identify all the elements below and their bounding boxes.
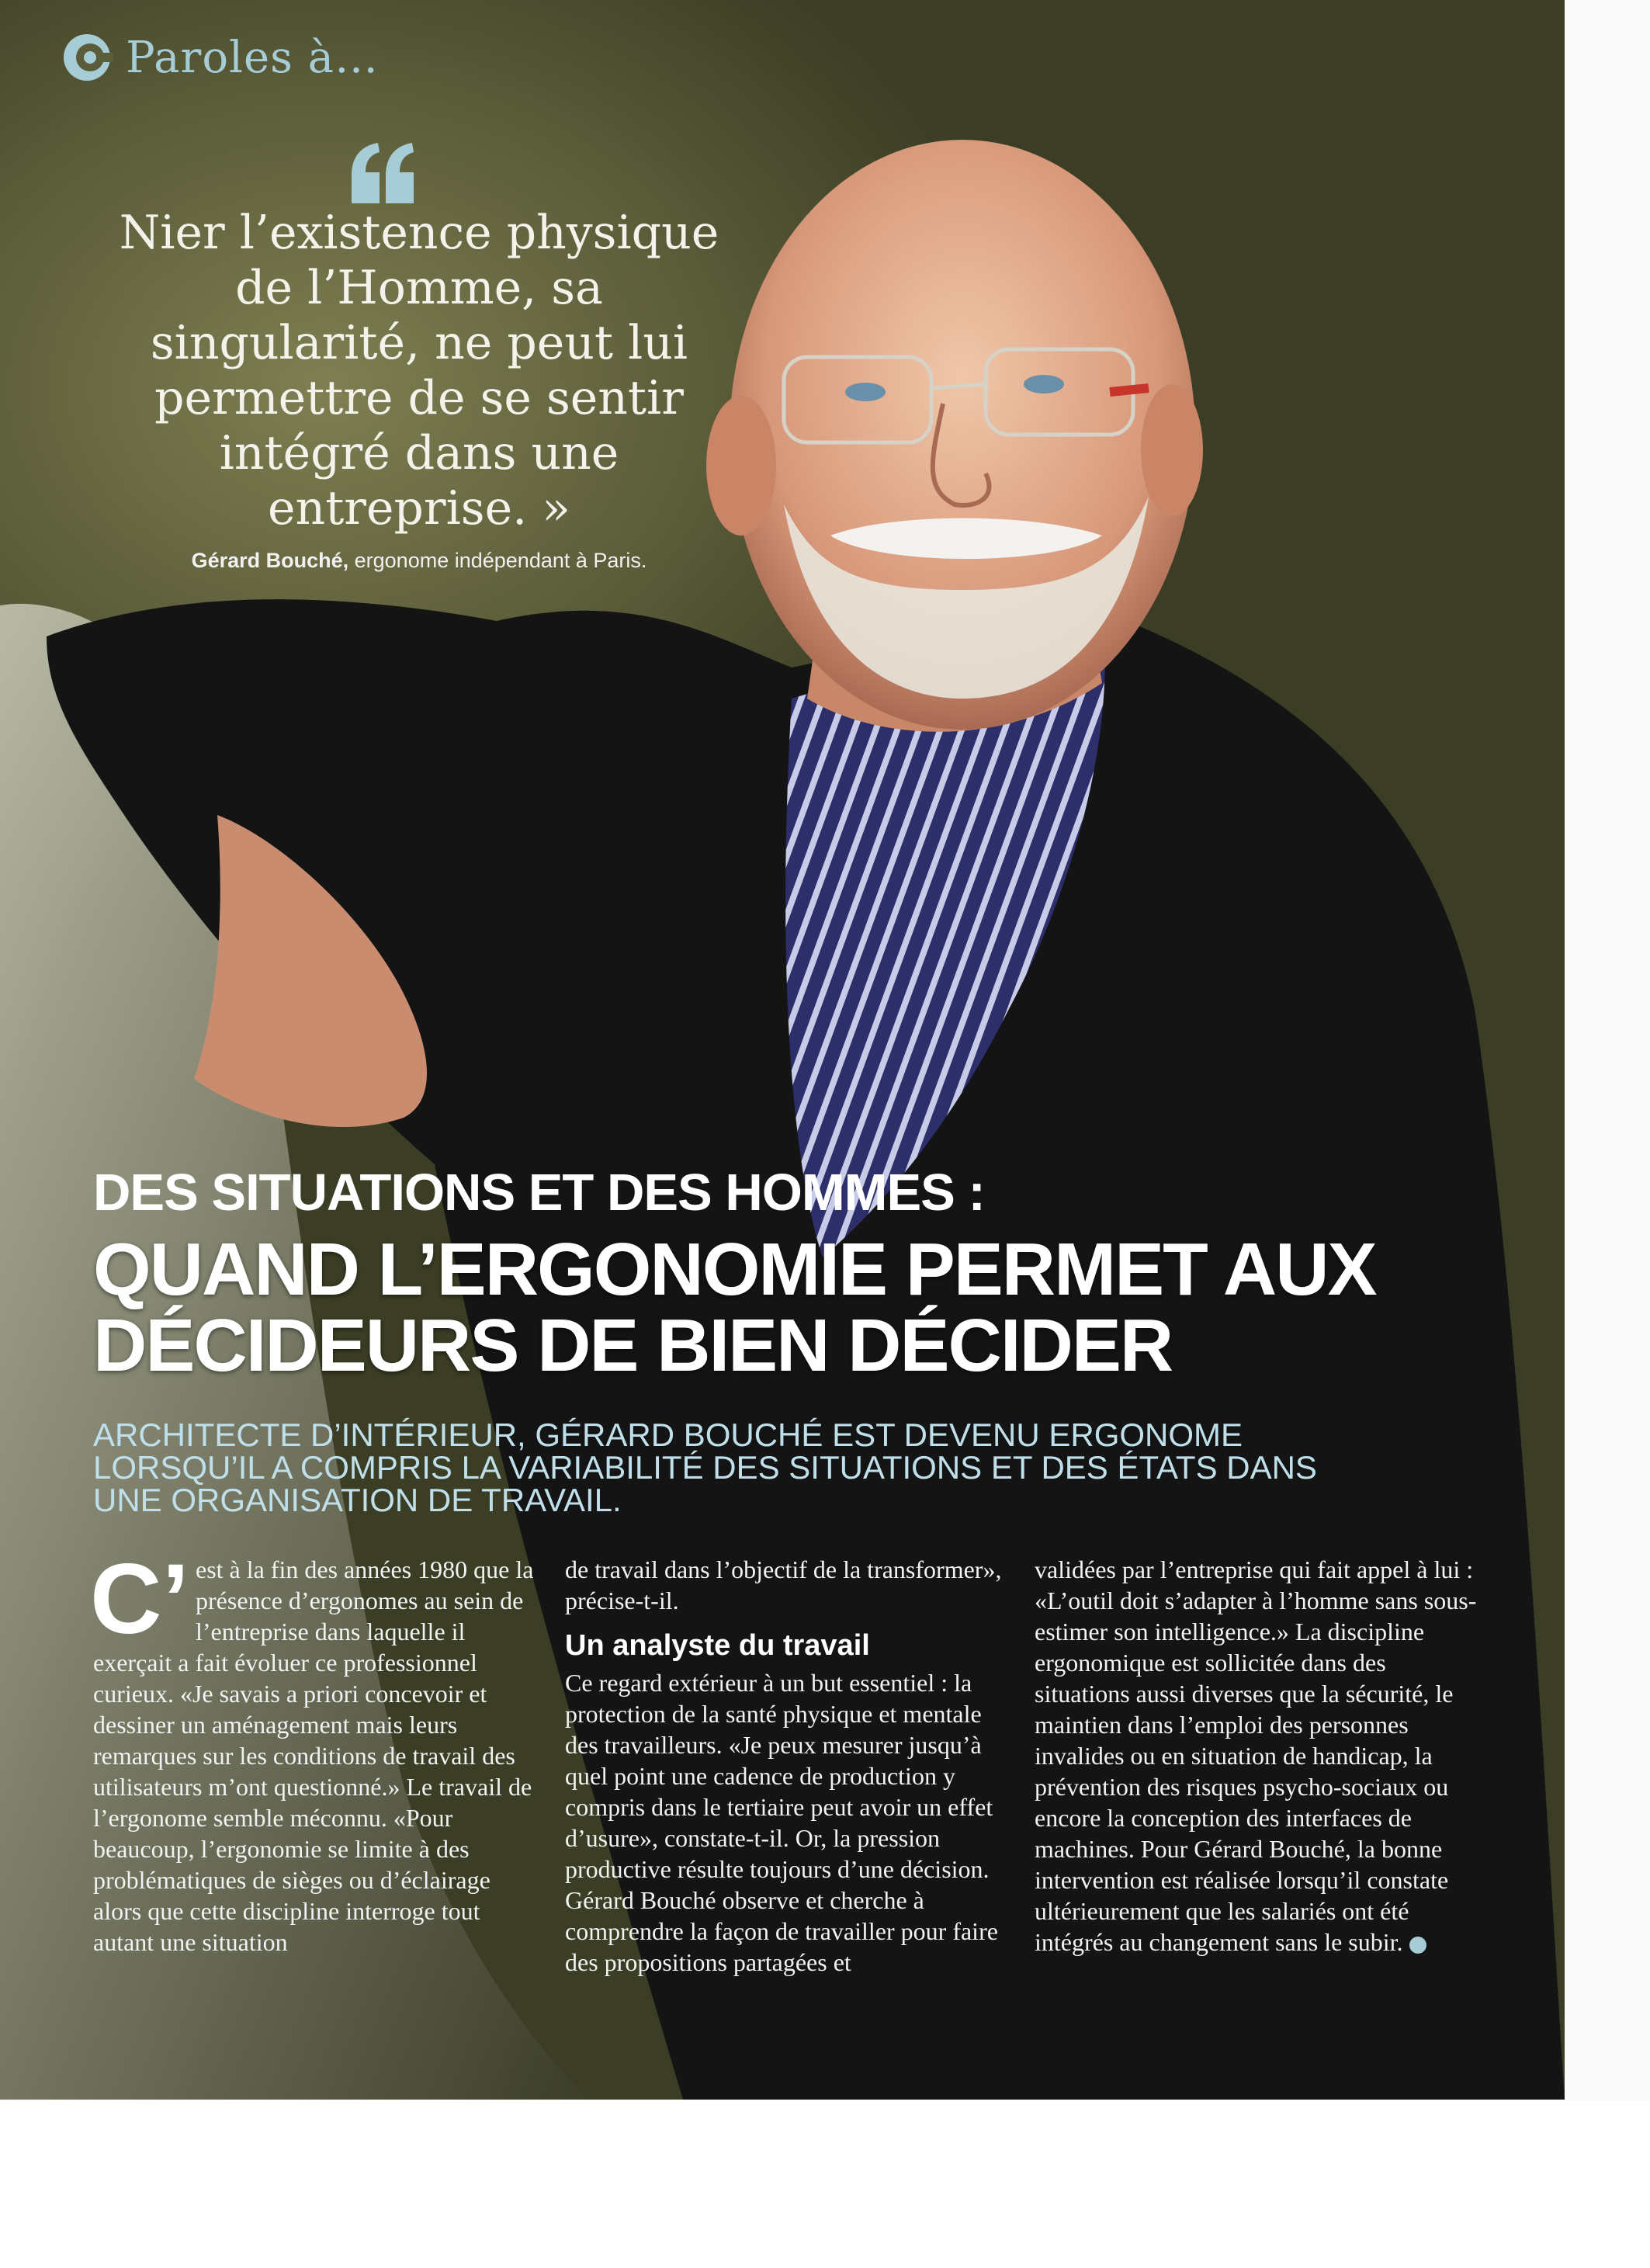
quote-author: Gérard Bouché, bbox=[191, 549, 349, 572]
column-1-text: est à la fin des années 1980 que la présence d’ergonomes au sein de l’entreprise dans laquelle il exerçait a fait évoluer ce professionnel curieux. «Je savais a priori concevoir et dessiner un aménagement mais leurs remarques sur les conditions de travail des utilisateurs m’ont questionné.» Le travail de l’ergonome semble méconnu. «Pour beaucoup, l’ergonomie se limite à des problématiques de sièges ou d’éclairage alors que cette discipline interroge tout autant une situation bbox=[93, 1555, 534, 1956]
column-3-text: validées par l’entreprise qui fait appel à lui : «L’outil doit s’adapter à l’homme sans sous-estimer son intelligence.» La discipline ergonomique est sollicitée dans des situations aussi diverses que la sécurité, le maintien dans l’emploi des personnes invalides ou en situation de handicap, la prévention des risques psycho-sociaux ou encore la conception des interfaces de machines. Pour Gérard Bouché, la bonne intervention est réalisée lorsqu’il constate ultérieurement que les salariés ont été intégrés au changement sans le subir. bbox=[1035, 1555, 1477, 1956]
quote-mark-icon bbox=[347, 141, 418, 203]
section-header bbox=[61, 31, 379, 84]
article-column-2 bbox=[565, 1554, 1007, 1978]
drop-cap: C’ bbox=[90, 1544, 189, 1655]
article-column-3 bbox=[1035, 1554, 1485, 1958]
headline-block bbox=[93, 1163, 1521, 1387]
quote-author-role: ergonome indépendant à Paris. bbox=[348, 549, 647, 572]
pull-quote: Nier l’existence physique de l’Homme, sa singularité, ne peut lui permettre de se sentir intégré dans une entreprise. » bbox=[119, 206, 719, 536]
article-title: QUAND L’ERGONOMIE PERMET AUX DÉCIDEURS DE BIEN DÉCIDER bbox=[93, 1228, 1376, 1387]
article-lede: ARCHITECTE D’INTÉRIEUR, GÉRARD BOUCHÉ EST DEVENU ERGONOME LORSQU’IL A COMPRIS LA VARIABILITÉ DES SITUATIONS ET DES ÉTATS DANS UNE ORGANISATION DE TRAVAIL. bbox=[93, 1417, 1317, 1518]
scan-margin bbox=[1565, 0, 1650, 2100]
end-mark-icon bbox=[1409, 1937, 1426, 1954]
article-kicker: DES SITUATIONS ET DES HOMMES : bbox=[93, 1163, 985, 1222]
column-2-text: Ce regard extérieur à un but essentiel : la protection de la santé physique et mentale des travailleurs. «Je peux mesurer jusqu’à quel point une cadence de production y compris dans le tertiaire peut avoir un effet d’usure», constate-t-il. Or, la pression productive résulte toujours d’une décision. Gérard Bouché observe et cherche à comprendre la façon de travailler pour faire des propositions partagées et bbox=[565, 1669, 998, 1976]
section-label: Paroles à… bbox=[126, 32, 380, 83]
article-subhead: Un analyste du travail bbox=[565, 1629, 870, 1662]
quote-attribution bbox=[116, 549, 722, 573]
column-2-intro: de travail dans l’objectif de la transformer», précise-t-il. bbox=[565, 1555, 1002, 1614]
article-column-1 bbox=[90, 1544, 536, 1958]
c-swirl-logo-icon bbox=[61, 31, 113, 84]
